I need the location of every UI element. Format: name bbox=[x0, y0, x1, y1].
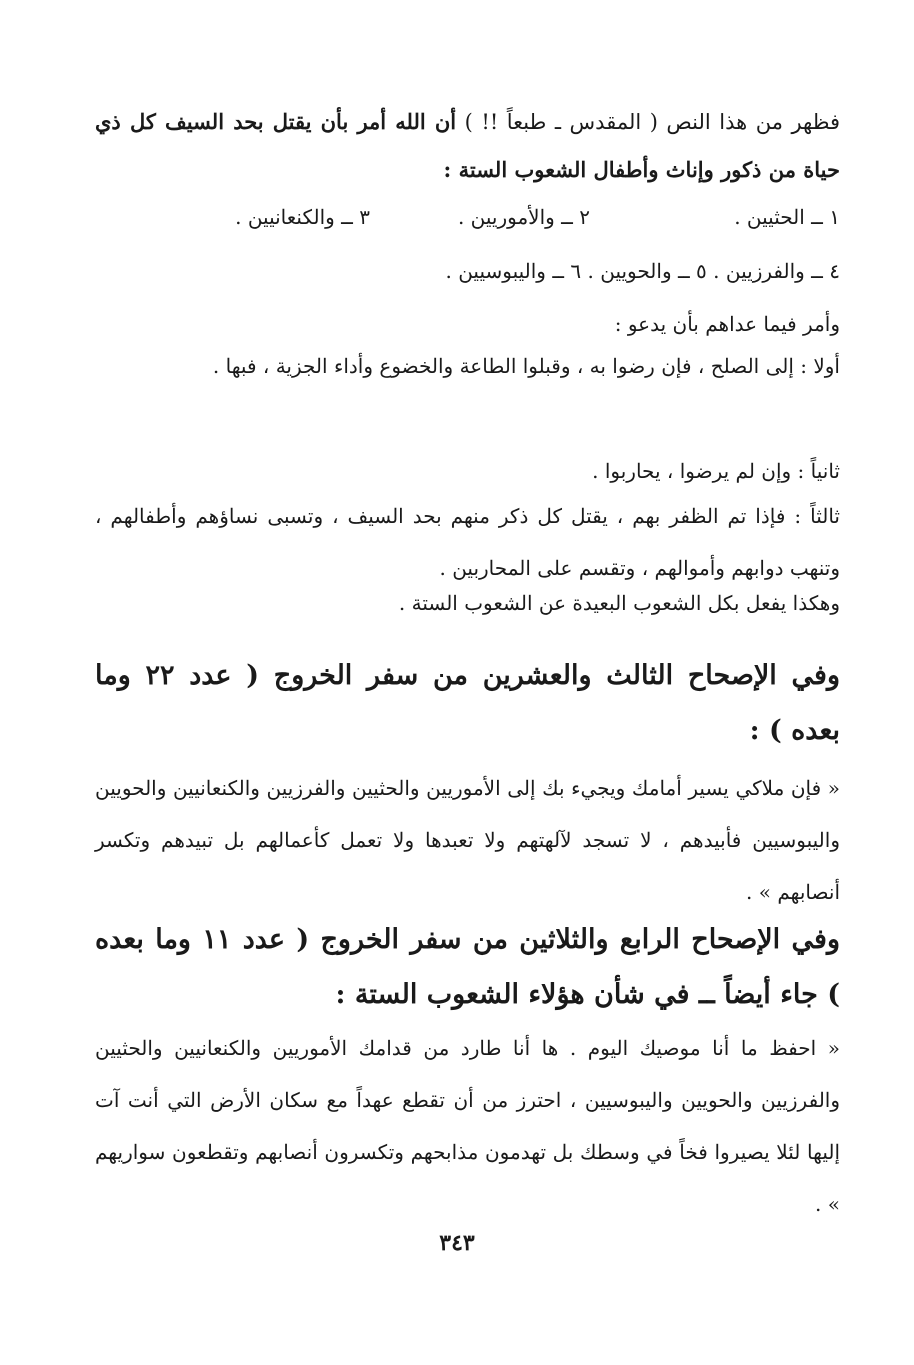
third-condition: ثالثاً : فإذا تم الظفر بهم ، يقتل كل ذكر منهم بحد السيف ، وتسبى نساؤهم وأطفالهم ، وتنهب دوابهم وأموالهم ، وتقسم على المحاربين . bbox=[95, 504, 840, 580]
intro-plain-text: فظهر من هذا النص ( المقدس ـ طبعاً !! ) bbox=[464, 110, 840, 134]
intro-paragraph bbox=[95, 98, 840, 194]
quote-exodus-23: « فإن ملاكي يسير أمامك ويجيء بك إلى الأموريين والحثيين والفرزيين والكنعانيين والحويين واليبوسيين فأبيدهم ، لا تسجد لآلهتهم ولا تعبدها ولا تعمل كأعمالهم بل تبيدهم وتكسر أنصابهم » . bbox=[95, 776, 840, 904]
command-intro: وأمر فيما عداهم بأن يدعو : bbox=[614, 312, 840, 336]
intro-bold-text: أن الله أمر بأن يقتل بحد السيف كل ذي حياة من ذكور وإناث وأطفال الشعوب الستة : bbox=[95, 109, 840, 182]
thus-line: وهكذا يفعل بكل الشعوب البعيدة عن الشعوب الستة . bbox=[398, 591, 840, 615]
people-item-1: ١ ــ الحثيين . bbox=[734, 205, 840, 229]
quote-exodus-34: « احفظ ما أنا موصيك اليوم . ها أنا طارد من قدامك الأموريين والكنعانيين والحثيين والفرزيين والحويين واليبوسيين ، احترز من أن تقطع عهداً مع سكان الأرض التي أنت آت إليها لئلا يصيروا فخاً في وسطك بل تهدمون مذابحهم وتكسرون أنصابهم وتقطعون سواريهم » . bbox=[95, 1036, 840, 1216]
peoples-list-row-1 bbox=[95, 202, 840, 232]
people-item-3: ٣ ــ والكنعانيين . bbox=[235, 205, 370, 229]
people-item-2: ٢ ــ والأموريين . bbox=[457, 205, 590, 229]
first-condition: أولا : إلى الصلح ، فإن رضوا به ، وقبلوا الطاعة والخضوع وأداء الجزية ، فبها . bbox=[212, 354, 840, 378]
page-number: ٣٤٣ bbox=[439, 1230, 475, 1256]
section-heading-exodus-34: وفي الإصحاح الرابع والثلاثين من سفر الخروج ( عدد ١١ وما بعده ) جاء أيضاً ــ في شأن هؤلاء الشعوب الستة : bbox=[95, 924, 840, 1010]
second-condition: ثانياً : وإن لم يرضوا ، يحاربوا . bbox=[592, 459, 840, 483]
section-heading-exodus-23: وفي الإصحاح الثالث والعشرين من سفر الخروج ( عدد ٢٢ وما بعده ) : bbox=[95, 660, 840, 746]
peoples-list-row-2: ٤ ــ والفرزيين . ٥ ــ والحويين . ٦ ــ واليبوسيين . bbox=[445, 259, 840, 283]
